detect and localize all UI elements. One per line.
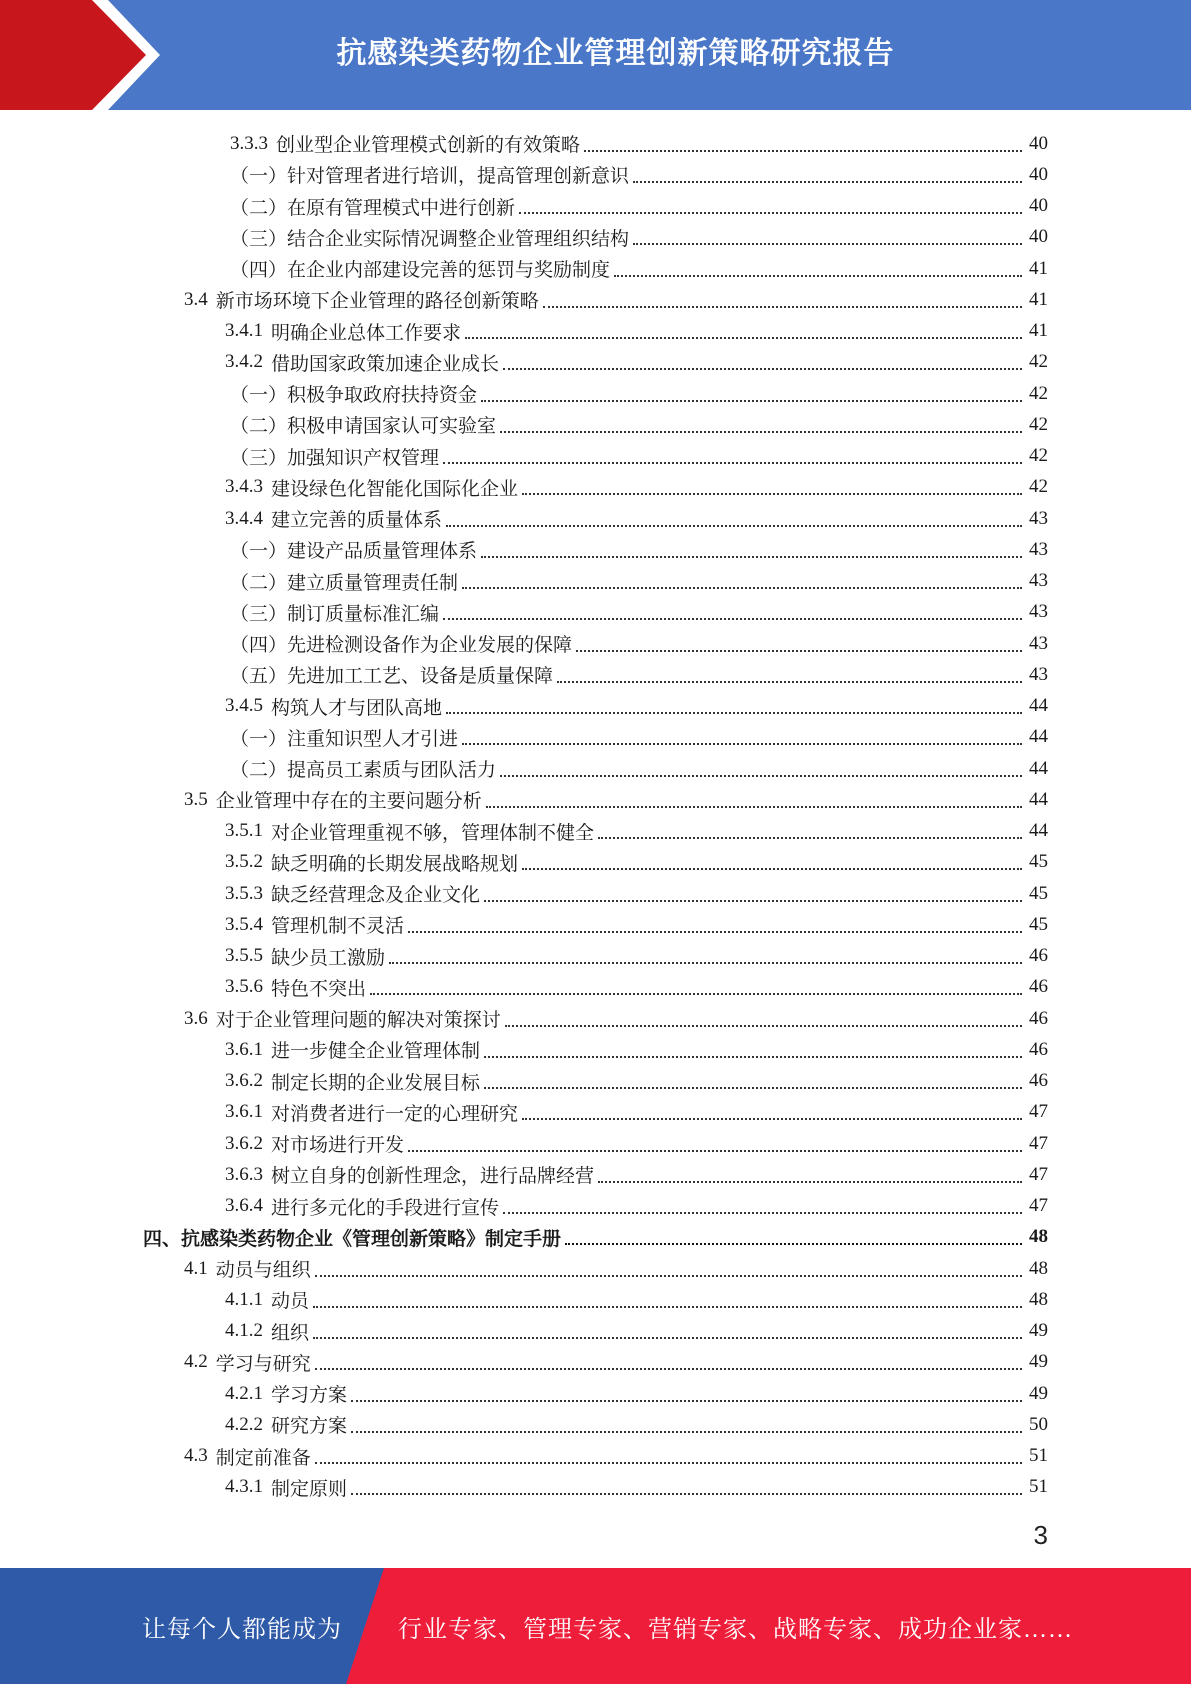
toc-entry-number: 3.6.1 [225, 1101, 263, 1123]
toc-entry-title: 特色不突出 [271, 978, 367, 1000]
toc-entry-page: 50 [1029, 1413, 1048, 1435]
toc-entry-number: 3.6 [184, 1007, 208, 1029]
toc-entry-title: 建设绿色化智能化国际化企业 [271, 478, 519, 500]
toc-entry-page: 51 [1029, 1476, 1048, 1498]
toc-entry[interactable] [225, 941, 1048, 972]
toc-entry[interactable] [230, 159, 1048, 190]
toc-entry-page: 43 [1029, 663, 1048, 685]
toc-leader-dots [522, 473, 1022, 495]
toc-entry-page: 42 [1029, 413, 1048, 435]
toc-entry-title: 新市场环境下企业管理的路径创新策略 [215, 291, 539, 313]
toc-entry-number: 3.5.1 [225, 820, 263, 841]
toc-entry[interactable] [225, 472, 1048, 503]
toc-entry[interactable] [225, 1409, 1048, 1440]
toc-leader-dots [446, 505, 1022, 527]
toc-entry-title: （三）结合企业实际情况调整企业管理组织结构 [230, 228, 630, 250]
toc-entry-number: 3.5.3 [225, 882, 263, 904]
toc-leader-dots [462, 723, 1022, 745]
toc-leader-dots [500, 411, 1022, 433]
toc-entry-number: 4.3.1 [225, 1476, 263, 1498]
toc-entry-number: 3.4 [184, 288, 208, 310]
toc-entry-number: 3.6.2 [225, 1070, 263, 1091]
toc-entry-title: （五）先进加工工艺、设备是质量保障 [230, 666, 554, 688]
toc-leader-dots [484, 880, 1022, 902]
toc-leader-dots [543, 286, 1022, 308]
toc-leader-dots [408, 911, 1022, 933]
toc-leader-dots [584, 130, 1022, 152]
toc-entry-number: 3.6.1 [225, 1038, 263, 1060]
toc-entry-page: 44 [1029, 695, 1048, 716]
toc-entry[interactable] [225, 847, 1048, 878]
toc-leader-dots [522, 1098, 1022, 1120]
toc-entry[interactable] [225, 691, 1048, 722]
toc-leader-dots [351, 1473, 1022, 1495]
toc-leader-dots [614, 255, 1022, 277]
toc-entry-page: 44 [1029, 757, 1048, 779]
toc-entry[interactable] [184, 784, 1048, 815]
toc-entry-title: 动员 [271, 1291, 310, 1313]
toc-leader-dots [484, 1067, 1022, 1089]
toc-entry-number: 3.5.2 [225, 851, 263, 873]
toc-entry-title: 缺乏明确的长期发展战略规划 [271, 853, 519, 875]
toc-entry-title: 制定原则 [271, 1478, 348, 1500]
toc-entry-title: 创业型企业管理模式创新的有效策略 [276, 135, 581, 156]
toc-entry-page: 43 [1029, 601, 1048, 623]
toc-entry-page: 51 [1029, 1445, 1048, 1466]
toc-entry[interactable] [230, 191, 1048, 222]
page-header [0, 0, 1191, 110]
toc-leader-dots [598, 1161, 1022, 1183]
toc-entry-title: （二）提高员工素质与团队活力 [230, 760, 497, 781]
document-title: 抗感染类药物企业管理创新策略研究报告 [336, 36, 895, 71]
footer-slogan-right: 行业专家、管理专家、营销专家、战略专家、成功企业家…… [398, 1616, 1073, 1643]
toc-entry-page: 44 [1029, 788, 1048, 810]
toc-leader-dots [351, 1411, 1022, 1433]
toc-entry-page: 44 [1029, 726, 1048, 748]
toc-entry-title: 组织 [271, 1322, 310, 1344]
toc-entry-page: 49 [1029, 1382, 1048, 1404]
footer-slogan-left: 让每个人都能成为 [142, 1616, 342, 1643]
toc-entry-title: 缺少员工激励 [271, 947, 386, 969]
toc-leader-dots [370, 973, 1022, 995]
toc-entry[interactable] [225, 1316, 1048, 1347]
toc-entry-title: 构筑人才与团队高地 [271, 697, 443, 719]
toc-leader-dots [408, 1130, 1022, 1152]
toc-entry-page: 40 [1029, 163, 1048, 185]
toc-entry-page: 47 [1029, 1195, 1048, 1216]
toc-entry-number: 4.1.2 [225, 1320, 263, 1341]
toc-leader-dots [465, 317, 1022, 339]
toc-entry-page: 48 [1029, 1288, 1048, 1310]
toc-entry-page: 40 [1029, 226, 1048, 248]
toc-leader-dots [486, 786, 1022, 808]
toc-entry-number: 3.4.5 [225, 695, 263, 716]
toc-leader-dots [351, 1380, 1022, 1402]
toc-entry-title: （二）建立质量管理责任制 [230, 572, 459, 594]
toc-entry-number: 3.6.3 [225, 1163, 263, 1185]
toc-leader-dots [633, 161, 1022, 183]
toc-entry-number: 3.6.2 [225, 1132, 263, 1154]
toc-leader-dots [315, 1348, 1022, 1370]
toc-leader-dots [446, 692, 1022, 714]
toc-leader-dots [484, 1036, 1022, 1058]
toc-entry-title: （四）在企业内部建设完善的惩罚与奖励制度 [230, 260, 611, 281]
toc-entry[interactable] [225, 347, 1048, 378]
toc-entry[interactable] [225, 1472, 1048, 1503]
toc-entry-page: 42 [1029, 445, 1048, 466]
toc-entry-title: 四、抗感染类药物企业《管理创新策略》制定手册 [143, 1228, 562, 1250]
toc-entry-page: 46 [1029, 945, 1048, 966]
toc-entry-page: 43 [1029, 538, 1048, 560]
page-footer [0, 1568, 1191, 1684]
toc-entry[interactable] [230, 566, 1048, 597]
toc-entry[interactable] [230, 753, 1048, 784]
toc-entry-number: 3.5.4 [225, 913, 263, 935]
toc-entry[interactable] [225, 909, 1048, 940]
toc-entry-page: 47 [1029, 1163, 1048, 1185]
toc-entry-number: 3.4.3 [225, 476, 263, 498]
toc-entry-number: 4.2.2 [225, 1413, 263, 1435]
toc-entry-number: 3.4.2 [225, 351, 263, 373]
toc-entry-page: 43 [1029, 570, 1048, 591]
toc-entry-title: 缺乏经营理念及企业文化 [271, 885, 481, 906]
toc-entry-number: 3.4.4 [225, 507, 263, 529]
toc-leader-dots [481, 380, 1022, 402]
toc-entry-title: （二）积极申请国家认可实验室 [230, 416, 497, 438]
toc-leader-dots [443, 598, 1022, 620]
toc-entry[interactable] [230, 597, 1048, 628]
toc-entry-page: 47 [1029, 1101, 1048, 1123]
toc-entry-title: （三）加强知识产权管理 [230, 447, 440, 469]
toc-entry-title: （一）针对管理者进行培训，提高管理创新意识 [230, 166, 630, 188]
toc-leader-dots [313, 1286, 1022, 1308]
toc-entry-title: 研究方案 [271, 1416, 348, 1438]
toc-entry[interactable] [230, 722, 1048, 753]
toc-leader-dots [519, 192, 1022, 214]
toc-entry-number: 3.5 [184, 788, 208, 810]
toc-entry-title: 对市场进行开发 [271, 1135, 405, 1156]
toc-entry-title: （三）制订质量标准汇编 [230, 603, 440, 625]
toc-entry-title: 借助国家政策加速企业成长 [271, 353, 500, 375]
toc-entry[interactable] [184, 1253, 1048, 1284]
toc-entry-number: 4.3 [184, 1445, 208, 1466]
toc-entry-number: 3.3.3 [230, 132, 268, 154]
toc-leader-dots [313, 1317, 1022, 1339]
toc-entry-title: 制定前准备 [215, 1447, 311, 1469]
toc-entry-page: 41 [1029, 288, 1048, 310]
toc-leader-dots [557, 661, 1022, 683]
toc-entry-page: 48 [1029, 1226, 1048, 1248]
toc-entry-title: 学习方案 [271, 1385, 348, 1406]
toc-leader-dots [522, 848, 1022, 870]
toc-entry-title: 学习与研究 [215, 1353, 311, 1375]
toc-leader-dots [481, 536, 1022, 558]
toc-entry-number: 4.2.1 [225, 1382, 263, 1404]
toc-entry-page: 45 [1029, 882, 1048, 904]
toc-entry-number: 4.1.1 [225, 1288, 263, 1310]
toc-entry[interactable] [184, 1441, 1048, 1472]
toc-entry[interactable] [230, 628, 1048, 659]
toc-entry[interactable] [230, 222, 1048, 253]
toc-leader-dots [633, 223, 1022, 245]
toc-entry[interactable] [225, 316, 1048, 347]
toc-entry[interactable] [225, 1097, 1048, 1128]
toc-entry[interactable] [184, 1003, 1048, 1034]
toc-entry[interactable] [230, 409, 1048, 440]
toc-entry-page: 42 [1029, 351, 1048, 373]
toc-entry-title: 对于企业管理问题的解决对策探讨 [215, 1010, 501, 1031]
toc-entry-title: 动员与组织 [215, 1260, 311, 1281]
toc-entry-title: 进行多元化的手段进行宣传 [271, 1197, 500, 1219]
toc-leader-dots [503, 348, 1022, 370]
toc-entry-page: 46 [1029, 1007, 1048, 1029]
toc-entry-page: 48 [1029, 1257, 1048, 1279]
toc-entry-title: 明确企业总体工作要求 [271, 322, 462, 344]
toc-entry-page: 45 [1029, 913, 1048, 935]
toc-leader-dots [443, 442, 1022, 464]
toc-leader-dots [576, 630, 1022, 652]
toc-entry-number: 4.1 [184, 1257, 208, 1279]
toc-entry-title: （二）在原有管理模式中进行创新 [230, 197, 516, 219]
toc-entry-page: 44 [1029, 820, 1048, 841]
toc-entry[interactable] [230, 253, 1048, 284]
page-number: 3 [1033, 1520, 1048, 1550]
toc-entry[interactable] [143, 1222, 1048, 1253]
toc-entry-title: 对企业管理重视不够，管理体制不健全 [271, 822, 595, 844]
toc-entry-page: 42 [1029, 476, 1048, 498]
toc-entry-title: 对消费者进行一定的心理研究 [271, 1103, 519, 1125]
toc-entry-number: 3.4.1 [225, 320, 263, 341]
toc-entry-page: 49 [1029, 1320, 1048, 1341]
toc-leader-dots [503, 1192, 1022, 1214]
toc-entry-title: 企业管理中存在的主要问题分析 [215, 791, 482, 813]
toc-leader-dots [315, 1442, 1022, 1464]
toc-entry[interactable] [230, 441, 1048, 472]
toc-entry[interactable] [225, 1128, 1048, 1159]
toc-entry-number: 3.5.6 [225, 976, 263, 998]
toc-entry[interactable] [225, 1034, 1048, 1065]
toc-entry[interactable] [225, 1066, 1048, 1097]
toc-entry-page: 43 [1029, 507, 1048, 529]
toc-entry-page: 46 [1029, 976, 1048, 998]
toc-entry[interactable] [230, 534, 1048, 565]
toc-entry-number: 3.6.4 [225, 1195, 263, 1216]
toc-leader-dots [389, 942, 1022, 964]
toc-entry[interactable] [225, 972, 1048, 1003]
toc-entry-title: （一）注重知识型人才引进 [230, 728, 459, 750]
toc-entry-number: 3.5.5 [225, 945, 263, 966]
toc-entry-number: 4.2 [184, 1351, 208, 1373]
toc-entry[interactable] [225, 878, 1048, 909]
toc-entry-page: 41 [1029, 257, 1048, 279]
toc-entry-title: （四）先进检测设备作为企业发展的保障 [230, 635, 573, 656]
toc-entry-page: 42 [1029, 382, 1048, 404]
toc-entry-title: 树立自身的创新性理念，进行品牌经营 [271, 1166, 595, 1188]
toc-entry-title: 建立完善的质量体系 [271, 510, 443, 531]
toc-leader-dots [462, 567, 1022, 589]
toc-entry[interactable] [225, 1191, 1048, 1222]
toc-leader-dots [315, 1255, 1022, 1277]
toc-entry[interactable] [225, 1159, 1048, 1190]
toc-entry[interactable] [225, 1378, 1048, 1409]
toc-entry-page: 46 [1029, 1038, 1048, 1060]
toc-leader-dots [565, 1223, 1022, 1245]
toc-entry-page: 40 [1029, 132, 1048, 154]
toc-entry[interactable] [184, 1347, 1048, 1378]
toc-entry[interactable] [225, 816, 1048, 847]
toc-entry[interactable] [230, 659, 1048, 690]
toc-entry-title: 制定长期的企业发展目标 [271, 1072, 481, 1094]
toc-entry-title: 管理机制不灵活 [271, 916, 405, 938]
toc-entry-title: （一）积极争取政府扶持资金 [230, 385, 478, 406]
toc-entry[interactable] [230, 128, 1048, 159]
toc-entry-title: （一）建设产品质量管理体系 [230, 541, 478, 563]
toc-entry-page: 40 [1029, 195, 1048, 216]
toc-leader-dots [505, 1005, 1022, 1027]
toc-entry[interactable] [225, 503, 1048, 534]
toc-entry-page: 43 [1029, 632, 1048, 654]
toc-entry[interactable] [225, 1284, 1048, 1315]
toc-entry-page: 45 [1029, 851, 1048, 873]
toc-entry[interactable] [230, 378, 1048, 409]
toc-entry-page: 49 [1029, 1351, 1048, 1373]
toc-entry[interactable] [184, 284, 1048, 315]
toc-leader-dots [500, 755, 1022, 777]
toc-entry-page: 46 [1029, 1070, 1048, 1091]
toc-entry-title: 进一步健全企业管理体制 [271, 1041, 481, 1063]
toc-entry-page: 41 [1029, 320, 1048, 341]
toc-leader-dots [598, 817, 1022, 839]
toc-entry-page: 47 [1029, 1132, 1048, 1154]
